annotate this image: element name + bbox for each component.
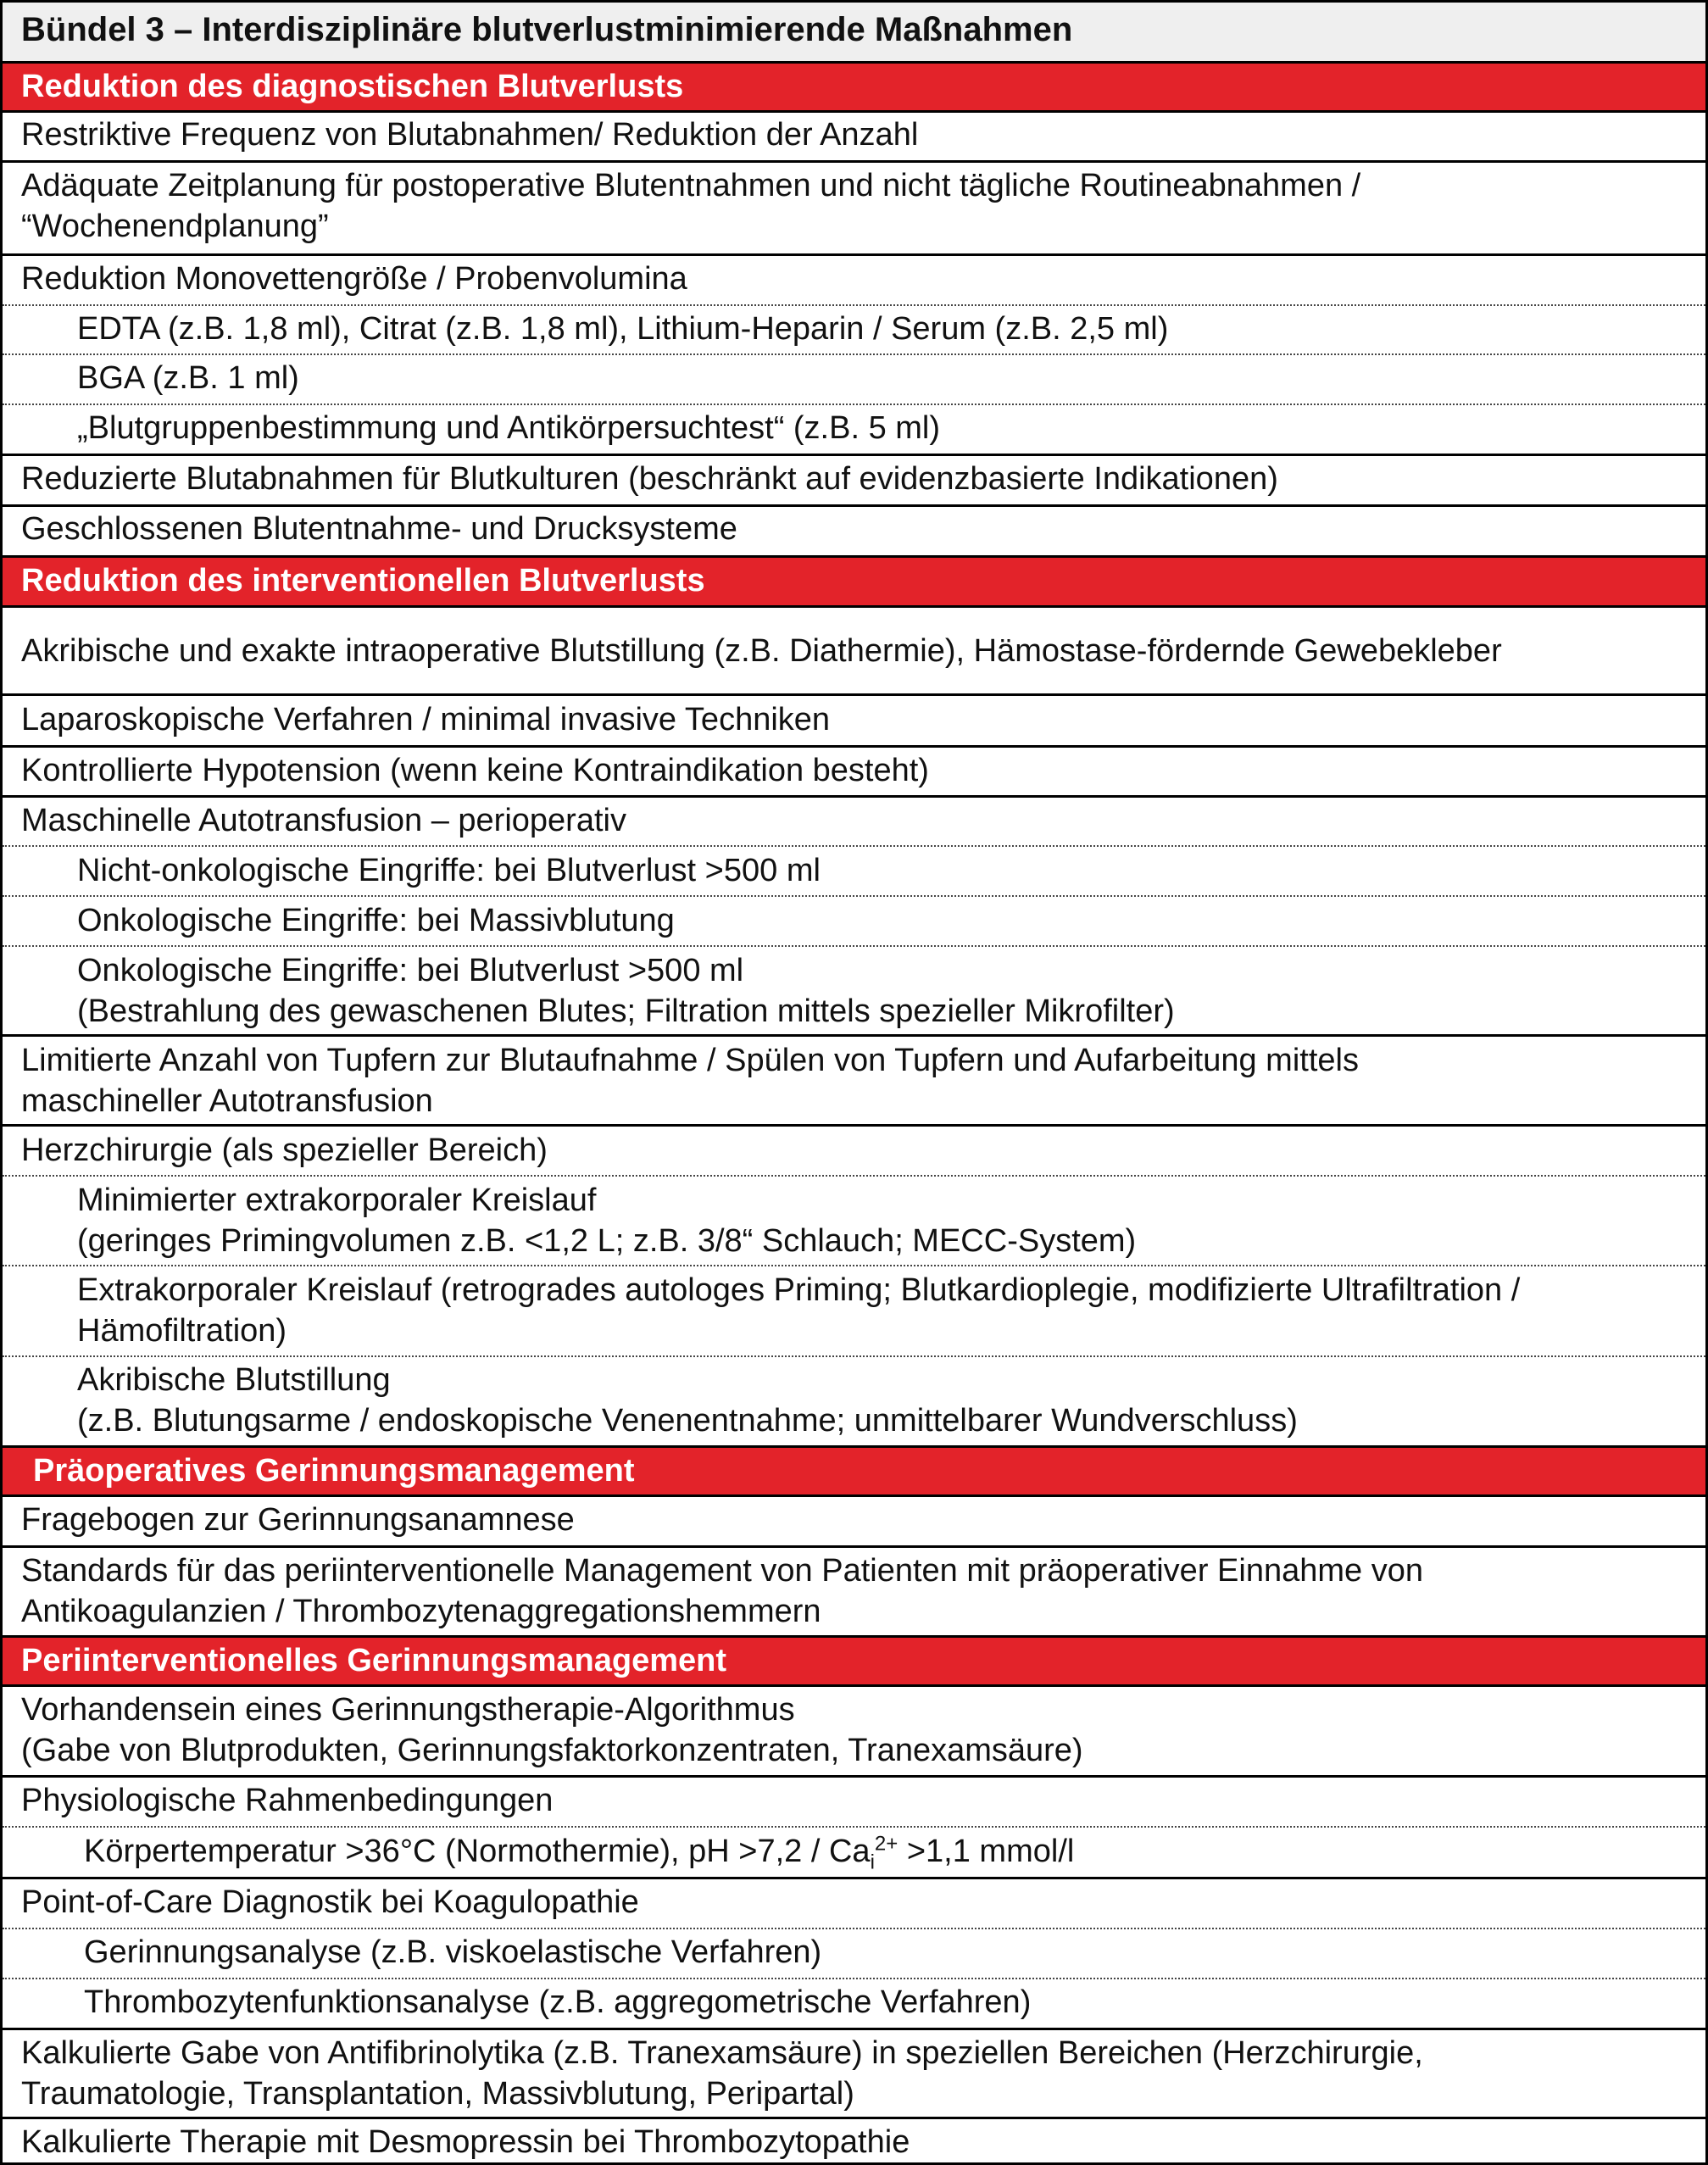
list-subitem [3,950,1705,1032]
item-text: Herzchirurgie (als spezieller Bereich) [21,1133,548,1168]
list-item [3,800,1705,841]
item-text: Reduktion Monovettengröße / Probenvolumina [21,261,687,297]
item-text: Standards für das periinterventionelle Management von Patienten mit präoperativer Einnahme von [21,1553,1423,1589]
list-subitem [3,358,1705,398]
list-item [3,165,1705,247]
list-subitem [3,1360,1705,1441]
item-text-tail: >1,1 mmol/l [898,1834,1075,1869]
list-item [3,1500,1705,1540]
section-heading-interventional [3,558,1705,605]
item-text: Maschinelle Autotransfusion – perioperativ [21,803,626,838]
item-text: Minimierter extrakorporaler Kreislauf [77,1183,597,1218]
item-text-line2: Hämofiltration) [77,1313,287,1349]
item-text: Akribische und exakte intraoperative Blutstillung (z.B. Diathermie), Hämostase-fördernde Gewebekleber [21,633,1502,669]
list-item [3,509,1705,549]
item-text: Fragebogen zur Gerinnungsanamnese [21,1502,575,1538]
item-text: Kontrollierte Hypotension (wenn keine Kontraindikation besteht) [21,753,929,788]
list-item [3,1550,1705,1632]
section-heading-text: Reduktion des interventionellen Blutverlusts [21,563,705,598]
section-heading-text: Periinterventionelles Gerinnungsmanagement [21,1643,726,1678]
section-heading-preoperative [3,1448,1705,1494]
list-item [3,459,1705,499]
item-text-line2: (z.B. Blutungsarme / endoskopische Venenentnahme; unmittelbarer Wundverschluss) [77,1403,1298,1439]
item-text-line2: “Wochenendplanung” [21,209,329,244]
item-text-line2: (geringes Primingvolumen z.B. <1,2 L; z.B. 3/8“ Schlauch; MECC-System) [77,1223,1137,1259]
list-item [3,631,1705,671]
list-item [3,114,1705,155]
section-heading-diagnostic [3,64,1705,110]
list-subitem [3,1982,1705,2023]
item-text-line2: Traumatologie, Transplantation, Massivblutung, Peripartal) [21,2076,854,2112]
item-text-line2: (Bestrahlung des gewaschenen Blutes; Filtration mittels spezieller Mikrofilter) [77,993,1175,1029]
list-subitem [3,850,1705,891]
item-text-line2: maschineller Autotransfusion [21,1083,433,1119]
list-item [3,259,1705,299]
list-item [3,1882,1705,1923]
item-text: EDTA (z.B. 1,8 ml), Citrat (z.B. 1,8 ml), Lithium-Heparin / Serum (z.B. 2,5 ml) [77,311,1169,347]
item-text: Reduzierte Blutabnahmen für Blutkulturen (beschränkt auf evidenzbasierte Indikationen) [21,461,1278,497]
item-text: Vorhandensein eines Gerinnungstherapie-Algorithmus [21,1692,795,1728]
list-subitem [3,900,1705,941]
list-item [3,1780,1705,1821]
item-text: Geschlossenen Blutentnahme- und Drucksysteme [21,511,737,547]
list-item [3,2122,1705,2162]
item-text: Kalkulierte Gabe von Antifibrinolytika (z.B. Tranexamsäure) in speziellen Bereichen (Herzchirurgie, [21,2035,1423,2071]
list-subitem [3,1270,1705,1351]
item-text: Limitierte Anzahl von Tupfern zur Blutaufnahme / Spülen von Tupfern und Aufarbeitung mittels [21,1043,1359,1078]
table-title [3,3,1705,61]
list-subitem [3,1180,1705,1261]
item-text: Restriktive Frequenz von Blutabnahmen/ Reduktion der Anzahl [21,117,919,153]
item-text: Thrombozytenfunktionsanalyse (z.B. aggregometrische Verfahren) [84,1984,1032,2020]
item-text: Physiologische Rahmenbedingungen [21,1783,554,1818]
item-text: Onkologische Eingriffe: bei Blutverlust >500 ml [77,953,744,988]
item-text: Laparoskopische Verfahren / minimal invasive Techniken [21,702,831,737]
list-subitem [3,408,1705,448]
section-heading-periinterventional [3,1638,1705,1684]
item-text: Kalkulierte Therapie mit Desmopressin bei Thrombozytopathie [21,2124,910,2160]
calcium-superscript: 2+ [874,1832,899,1856]
list-item [3,1130,1705,1171]
item-text: BGA (z.B. 1 ml) [77,360,299,396]
item-text: Extrakorporaler Kreislauf (retrogrades autologes Priming; Blutkardioplegie, modifizierte Ultrafiltration / [77,1272,1521,1308]
list-item [3,1689,1705,1771]
list-item [3,2033,1705,2114]
item-text: Adäquate Zeitplanung für postoperative Blutentnahmen und nicht tägliche Routineabnahmen / [21,168,1361,203]
section-heading-text: Reduktion des diagnostischen Blutverlusts [21,69,684,104]
item-text: Akribische Blutstillung [77,1362,391,1398]
list-subitem [3,1831,1705,1872]
table-title-text: Bündel 3 – Interdisziplinäre blutverlustminimierende Maßnahmen [21,11,1073,48]
list-subitem [3,1932,1705,1973]
list-item [3,699,1705,740]
item-text: Onkologische Eingriffe: bei Massivblutung [77,903,675,938]
item-text: „Blutgruppenbestimmung und Antikörpersuchtest“ (z.B. 5 ml) [77,410,941,446]
item-text-line2: Antikoagulanzien / Thrombozytenaggregationshemmern [21,1594,821,1629]
list-subitem [3,309,1705,349]
list-item [3,1040,1705,1121]
item-text: Point-of-Care Diagnostik bei Koagulopathie [21,1884,639,1920]
calcium-subscript: i [870,1851,875,1874]
item-text: Gerinnungsanalyse (z.B. viskoelastische Verfahren) [84,1934,822,1970]
list-item [3,750,1705,791]
section-heading-text: Präoperatives Gerinnungsmanagement [33,1453,635,1489]
item-text-line2: (Gabe von Blutprodukten, Gerinnungsfaktorkonzentraten, Tranexamsäure) [21,1733,1083,1768]
item-text: Körpertemperatur >36°C (Normothermie), pH >7,2 / Ca [84,1834,871,1869]
item-text: Nicht-onkologische Eingriffe: bei Blutverlust >500 ml [77,853,821,888]
